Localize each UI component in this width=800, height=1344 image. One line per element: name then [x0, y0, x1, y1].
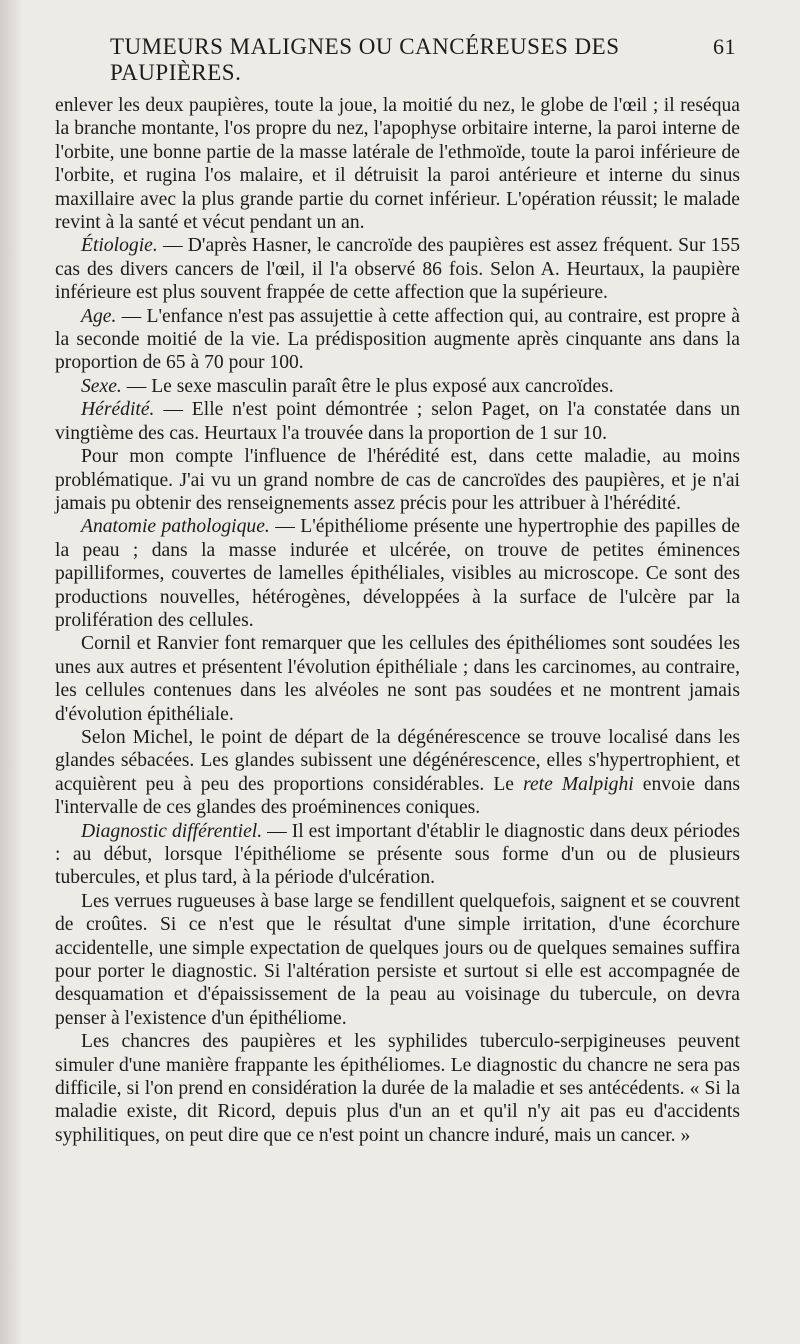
paragraph-12: Les chancres des paupières et les syphilides tuberculo-serpigineuses peuvent simuler d'une manière frappante les épithéliomes. Le diagnostic du chancre ne sera pas difficile, si l'on prend en considération la durée de la maladie et ses antécédents. « Si la maladie existe, dit Ricord, depuis plus d'un an et qu'il n'y ait pas eu d'accidents syphilitiques, on peut dire que ce n'est point un chancre induré, mais un cancer. »: [55, 1031, 740, 1146]
running-header: [55, 34, 740, 86]
paragraph-11: Les verrues rugueuses à base large se fendillent quelquefois, saignent et se couvrent de croûtes. Si ce n'est que le résultat d'une simple irritation, d'une écorchure accidentelle, une simple expectation de quelques jours ou de quelques semaines suffira pour porter le diagnostic. Si l'altération persiste et surtout si elle est accompagnée de desquamation et d'épaississement de la peau au voisinage du tubercule, on devra penser à l'existence d'un épithéliome.: [55, 890, 740, 1029]
section-heading-age: Age.: [81, 305, 117, 327]
binding-gutter: [0, 0, 22, 1344]
section-heading-anatomie: Anatomie pathologique.: [81, 516, 270, 538]
italic-term: rete Malpighi: [523, 773, 634, 795]
section-heading-sexe: Sexe.: [81, 375, 122, 397]
running-title: TUMEURS MALIGNES OU CANCÉREUSES DES PAUPIÈRES.: [110, 34, 620, 85]
page-number: 61: [713, 34, 736, 59]
paragraph-8: Cornil et Ranvier font remarquer que les cellules des épithéliomes sont soudées les unes aux autres et présentent l'évolution épithéliale ; dans les carcinomes, au contraire, les cellules contenues dans les alvéoles ne sont pas soudées et ne montrent jamais d'évolution épithéliale.: [55, 633, 740, 725]
paragraph-age: Age. — L'enfance n'est pas assujettie à cette affection qui, au contraire, est propre à la seconde moitié de la vie. La prédisposition augmente après cinquante ans dans la proportion de 65 à 70 pour 100.: [55, 305, 740, 374]
section-heading-heredite: Hérédité.: [81, 399, 155, 421]
paragraph-sexe: Sexe. — Le sexe masculin paraît être le plus exposé aux cancroïdes.: [81, 375, 614, 397]
paragraph-heredite: Hérédité. — Elle n'est point démontrée ; selon Paget, on l'a constatée dans un vingtième des cas. Heurtaux l'a trouvée dans la proportion de 1 sur 10.: [55, 399, 740, 444]
section-heading-etiologie: Étiologie.: [81, 235, 158, 257]
body-text: [55, 94, 740, 1147]
paragraph-6: Pour mon compte l'influence de l'hérédité est, dans cette maladie, au moins problématique. J'ai vu un grand nombre de cas de cancroïdes des paupières, et je n'ai jamais pu obtenir des renseignements assez précis pour les attribuer à l'hérédité.: [55, 446, 740, 514]
paragraph-anatomie: Anatomie pathologique. — L'épithéliome présente une hypertrophie des papilles de la peau ; dans la masse indurée et ulcérée, on trouve de petites éminences papilliformes, couvertes de lamelles épithéliales, visibles au microscope. Ce sont des productions nouvelles, hétérogènes, développées à la surface de l'ulcère par la prolifération des cellules.: [55, 516, 741, 631]
section-heading-diagnostic: Diagnostic différentiel.: [81, 820, 263, 842]
paragraph-etiologie: Étiologie. — D'après Hasner, le cancroïde des paupières est assez fréquent. Sur 155 cas des divers cancers de l'œil, il l'a observé 86 fois. Selon A. Heurtaux, la paupière inférieure est plus souvent frappée de cette affection que la supérieure.: [55, 235, 740, 304]
paragraph-diagnostic: Diagnostic différentiel. — Il est important d'établir le diagnostic dans deux périodes : au début, lorsque l'épithéliome se présente sous forme d'un ou de plusieurs tubercules, et plus tard, à la période d'ulcération.: [55, 820, 740, 889]
paragraph-9: Selon Michel, le point de départ de la dégénérescence se trouve localisé dans les glandes sébacées. Les glandes subissent une dégénérescence, elles s'hypertrophient, et acquièrent peu à peu des proportions considérables. Le rete Malpighi envoie dans l'intervalle de ces glandes des proéminences coniques.: [55, 726, 740, 819]
paragraph-1: enlever les deux paupières, toute la joue, la moitié du nez, le globe de l'œil ; il reséqua la branche montante, l'os propre du nez, l'apophyse orbitaire interne, la paroi interne de l'orbite, une bonne partie de la masse latérale de l'ethmoïde, toute la paroi inférieure de l'orbite, et rugina l'os malaire, et il détruisit la paroi antérieure et interne du sinus maxillaire avec la plus grande partie du cornet inférieur. L'opération réussit; le malade revint à la santé et vécut pendant un an.: [55, 95, 740, 234]
